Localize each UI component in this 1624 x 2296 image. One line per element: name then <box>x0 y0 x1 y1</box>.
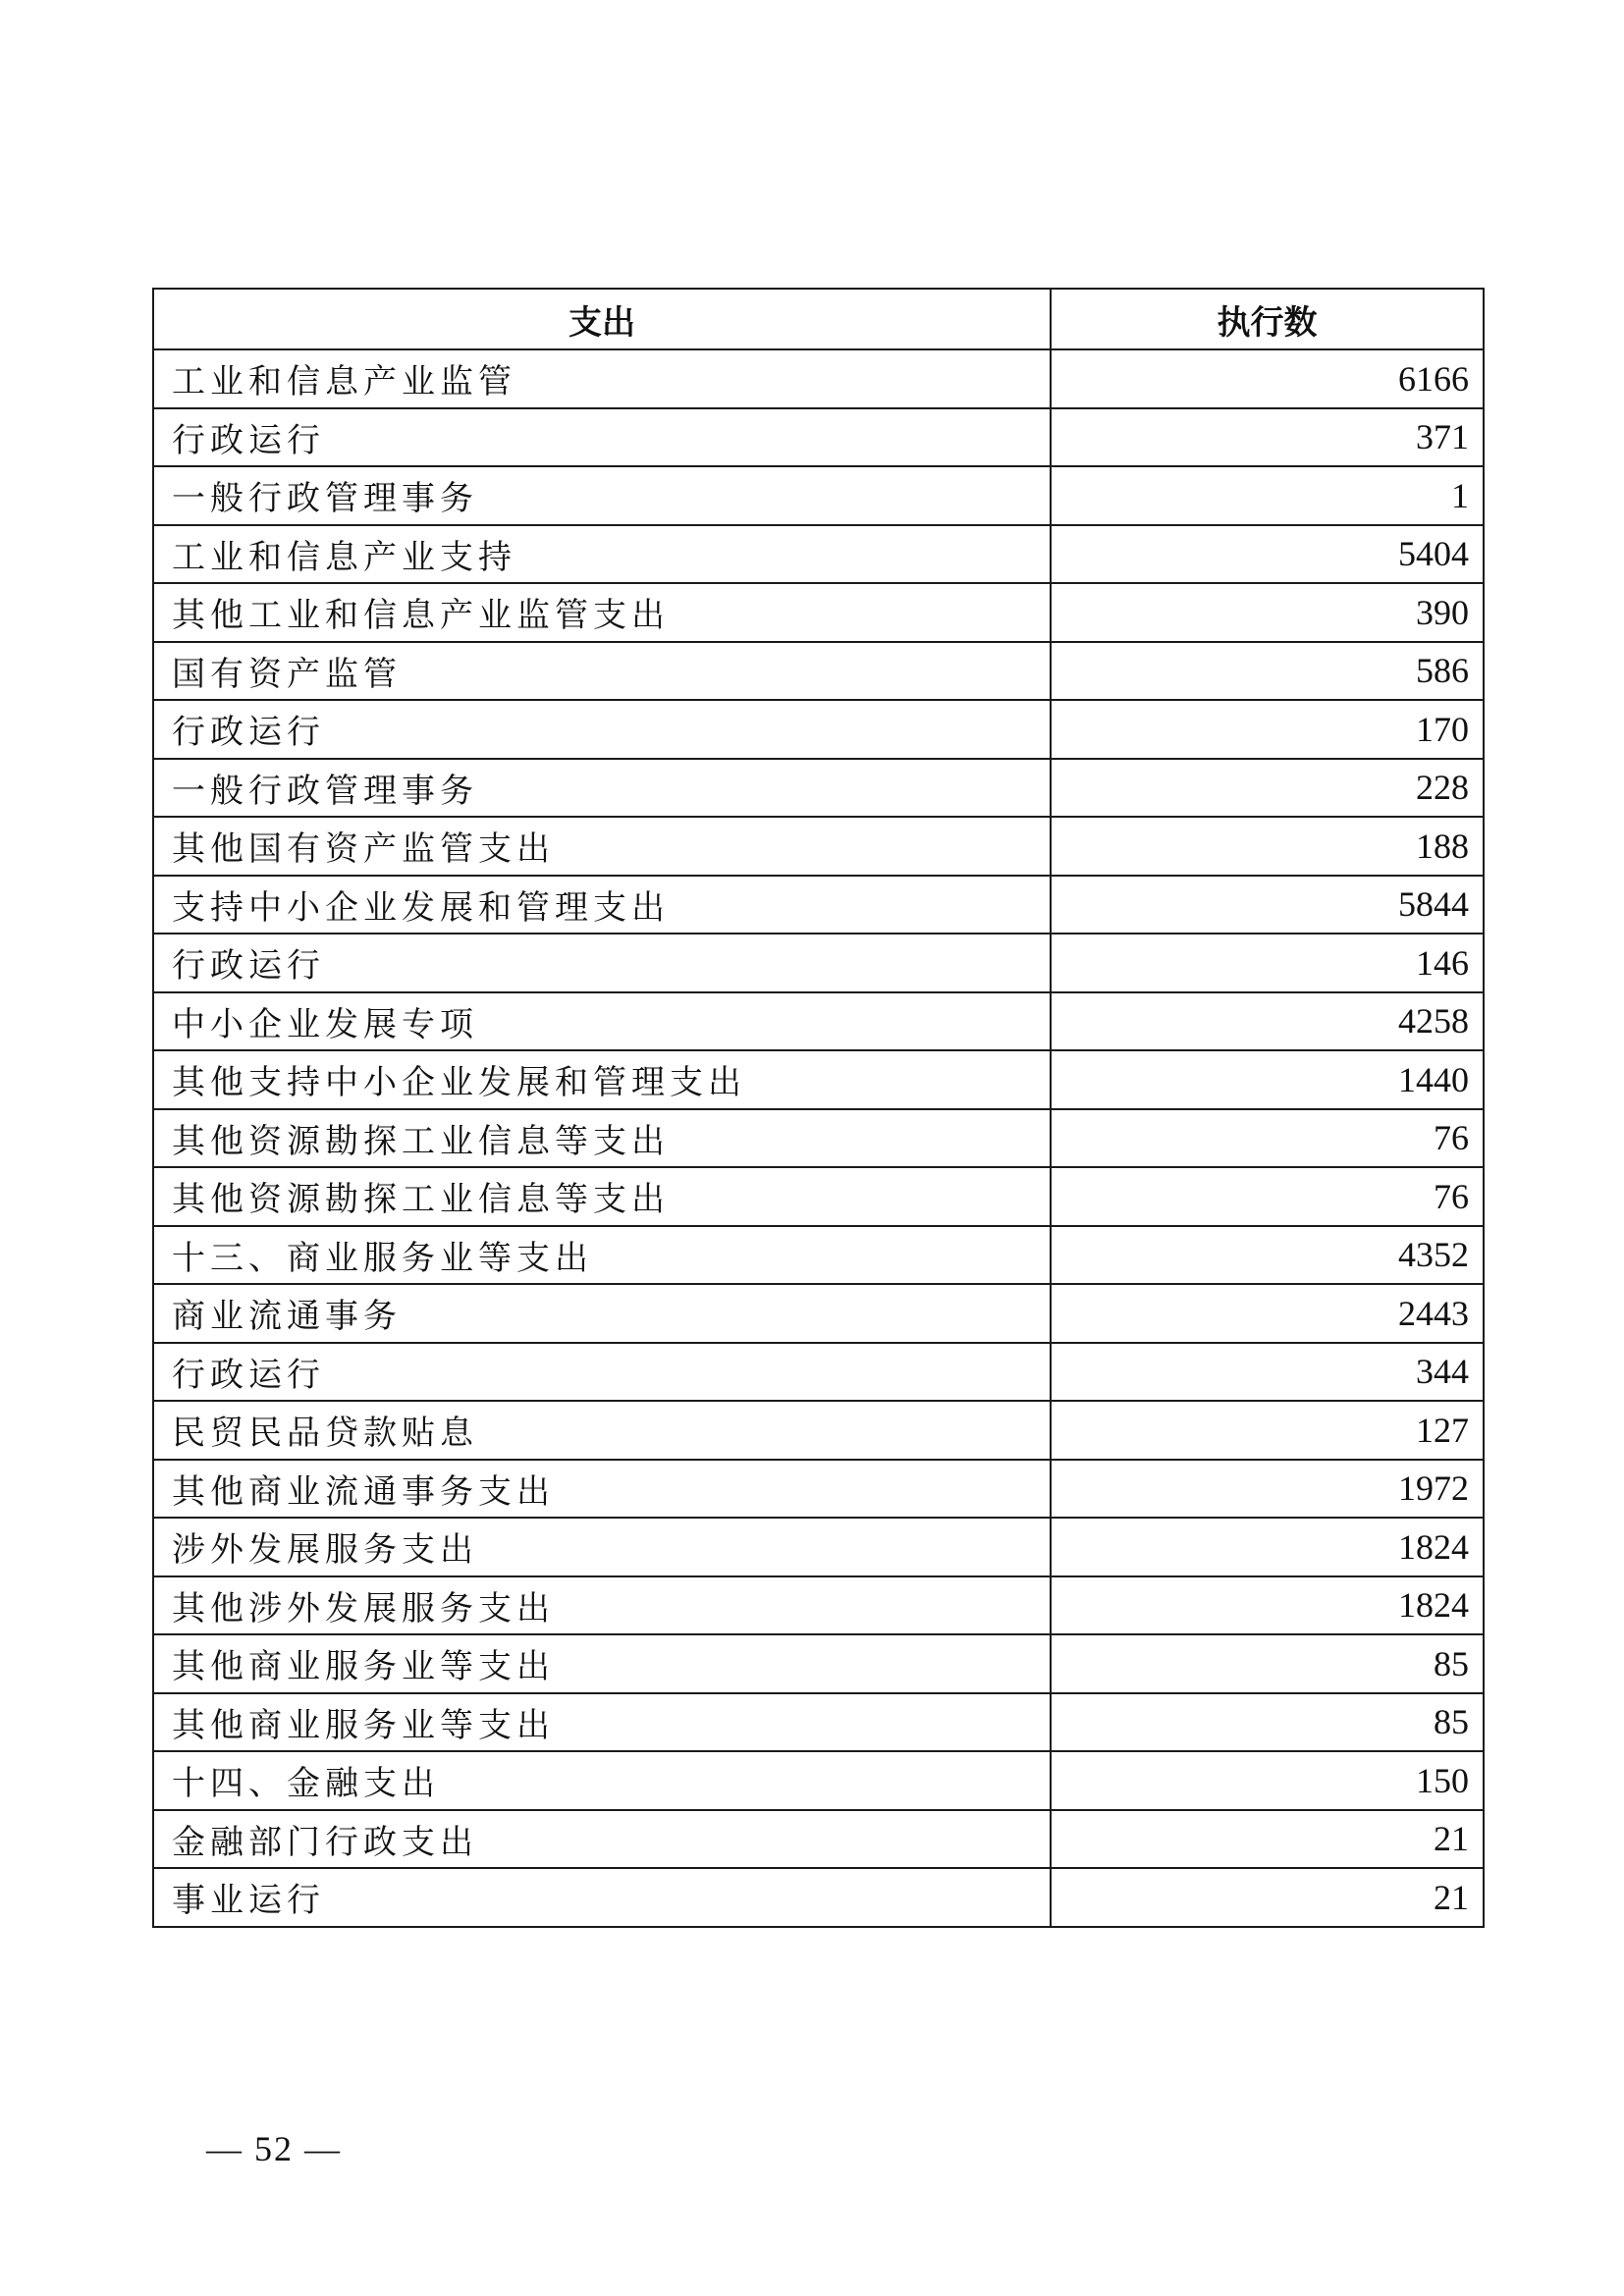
table-row <box>153 349 1484 408</box>
table-row <box>153 992 1484 1051</box>
row-amount: 6166 <box>1051 349 1484 408</box>
row-item-name: 其他资源勘探工业信息等支出 <box>153 1109 1051 1168</box>
row-item-name: 金融部门行政支出 <box>153 1810 1051 1869</box>
row-amount: 1824 <box>1051 1576 1484 1635</box>
row-amount: 390 <box>1051 583 1484 642</box>
table-row <box>153 759 1484 818</box>
table-row <box>153 525 1484 584</box>
row-amount: 371 <box>1051 408 1484 467</box>
row-amount: 76 <box>1051 1109 1484 1168</box>
row-amount: 21 <box>1051 1810 1484 1869</box>
row-item-name: 十四、金融支出 <box>153 1751 1051 1810</box>
row-amount: 344 <box>1051 1343 1484 1402</box>
row-amount: 150 <box>1051 1751 1484 1810</box>
row-amount: 5404 <box>1051 525 1484 584</box>
table-row <box>153 817 1484 876</box>
row-amount: 1824 <box>1051 1518 1484 1576</box>
row-amount: 1972 <box>1051 1460 1484 1519</box>
table-row <box>153 1576 1484 1635</box>
table-row <box>153 1810 1484 1869</box>
table-row <box>153 1109 1484 1168</box>
row-amount: 85 <box>1051 1634 1484 1693</box>
table-row <box>153 1167 1484 1226</box>
row-item-name: 涉外发展服务支出 <box>153 1518 1051 1576</box>
table-row <box>153 700 1484 759</box>
row-amount: 146 <box>1051 934 1484 992</box>
table-row <box>153 1518 1484 1576</box>
table-row <box>153 1460 1484 1519</box>
row-amount: 21 <box>1051 1868 1484 1927</box>
row-item-name: 支持中小企业发展和管理支出 <box>153 876 1051 934</box>
row-amount: 170 <box>1051 700 1484 759</box>
row-item-name: 其他商业服务业等支出 <box>153 1634 1051 1693</box>
row-item-name: 其他涉外发展服务支出 <box>153 1576 1051 1635</box>
table-row <box>153 876 1484 934</box>
row-amount: 5844 <box>1051 876 1484 934</box>
page-number: — 52 — <box>206 2129 342 2168</box>
row-item-name: 一般行政管理事务 <box>153 466 1051 525</box>
table-row <box>153 1401 1484 1460</box>
row-item-name: 行政运行 <box>153 1343 1051 1402</box>
row-item-name: 一般行政管理事务 <box>153 759 1051 818</box>
row-item-name: 商业流通事务 <box>153 1284 1051 1343</box>
table-row <box>153 1050 1484 1109</box>
row-item-name: 事业运行 <box>153 1868 1051 1927</box>
row-amount: 76 <box>1051 1167 1484 1226</box>
header-amount: 执行数 <box>1051 289 1484 349</box>
table-row <box>153 1751 1484 1810</box>
row-item-name: 行政运行 <box>153 700 1051 759</box>
row-item-name: 其他国有资产监管支出 <box>153 817 1051 876</box>
row-item-name: 其他商业流通事务支出 <box>153 1460 1051 1519</box>
table-row <box>153 466 1484 525</box>
row-item-name: 行政运行 <box>153 934 1051 992</box>
table-row <box>153 642 1484 701</box>
table-row <box>153 1693 1484 1752</box>
row-amount: 586 <box>1051 642 1484 701</box>
row-amount: 228 <box>1051 759 1484 818</box>
table-header-row <box>153 289 1484 349</box>
row-item-name: 其他工业和信息产业监管支出 <box>153 583 1051 642</box>
row-item-name: 其他资源勘探工业信息等支出 <box>153 1167 1051 1226</box>
table-row <box>153 1343 1484 1402</box>
row-item-name: 其他支持中小企业发展和管理支出 <box>153 1050 1051 1109</box>
row-amount: 85 <box>1051 1693 1484 1752</box>
table-row <box>153 583 1484 642</box>
table-row <box>153 1868 1484 1927</box>
table-row <box>153 1634 1484 1693</box>
row-amount: 1440 <box>1051 1050 1484 1109</box>
row-item-name: 工业和信息产业支持 <box>153 525 1051 584</box>
row-item-name: 行政运行 <box>153 408 1051 467</box>
expenditure-table <box>152 288 1485 1928</box>
row-amount: 4258 <box>1051 992 1484 1051</box>
row-item-name: 工业和信息产业监管 <box>153 349 1051 408</box>
table-row <box>153 408 1484 467</box>
row-item-name: 其他商业服务业等支出 <box>153 1693 1051 1752</box>
row-item-name: 十三、商业服务业等支出 <box>153 1226 1051 1285</box>
table-row <box>153 934 1484 992</box>
table-body <box>153 349 1484 1927</box>
header-item: 支出 <box>153 289 1051 349</box>
row-amount: 2443 <box>1051 1284 1484 1343</box>
row-amount: 127 <box>1051 1401 1484 1460</box>
table-row <box>153 1284 1484 1343</box>
row-amount: 1 <box>1051 466 1484 525</box>
row-item-name: 民贸民品贷款贴息 <box>153 1401 1051 1460</box>
row-item-name: 中小企业发展专项 <box>153 992 1051 1051</box>
row-amount: 4352 <box>1051 1226 1484 1285</box>
row-item-name: 国有资产监管 <box>153 642 1051 701</box>
row-amount: 188 <box>1051 817 1484 876</box>
table-row <box>153 1226 1484 1285</box>
